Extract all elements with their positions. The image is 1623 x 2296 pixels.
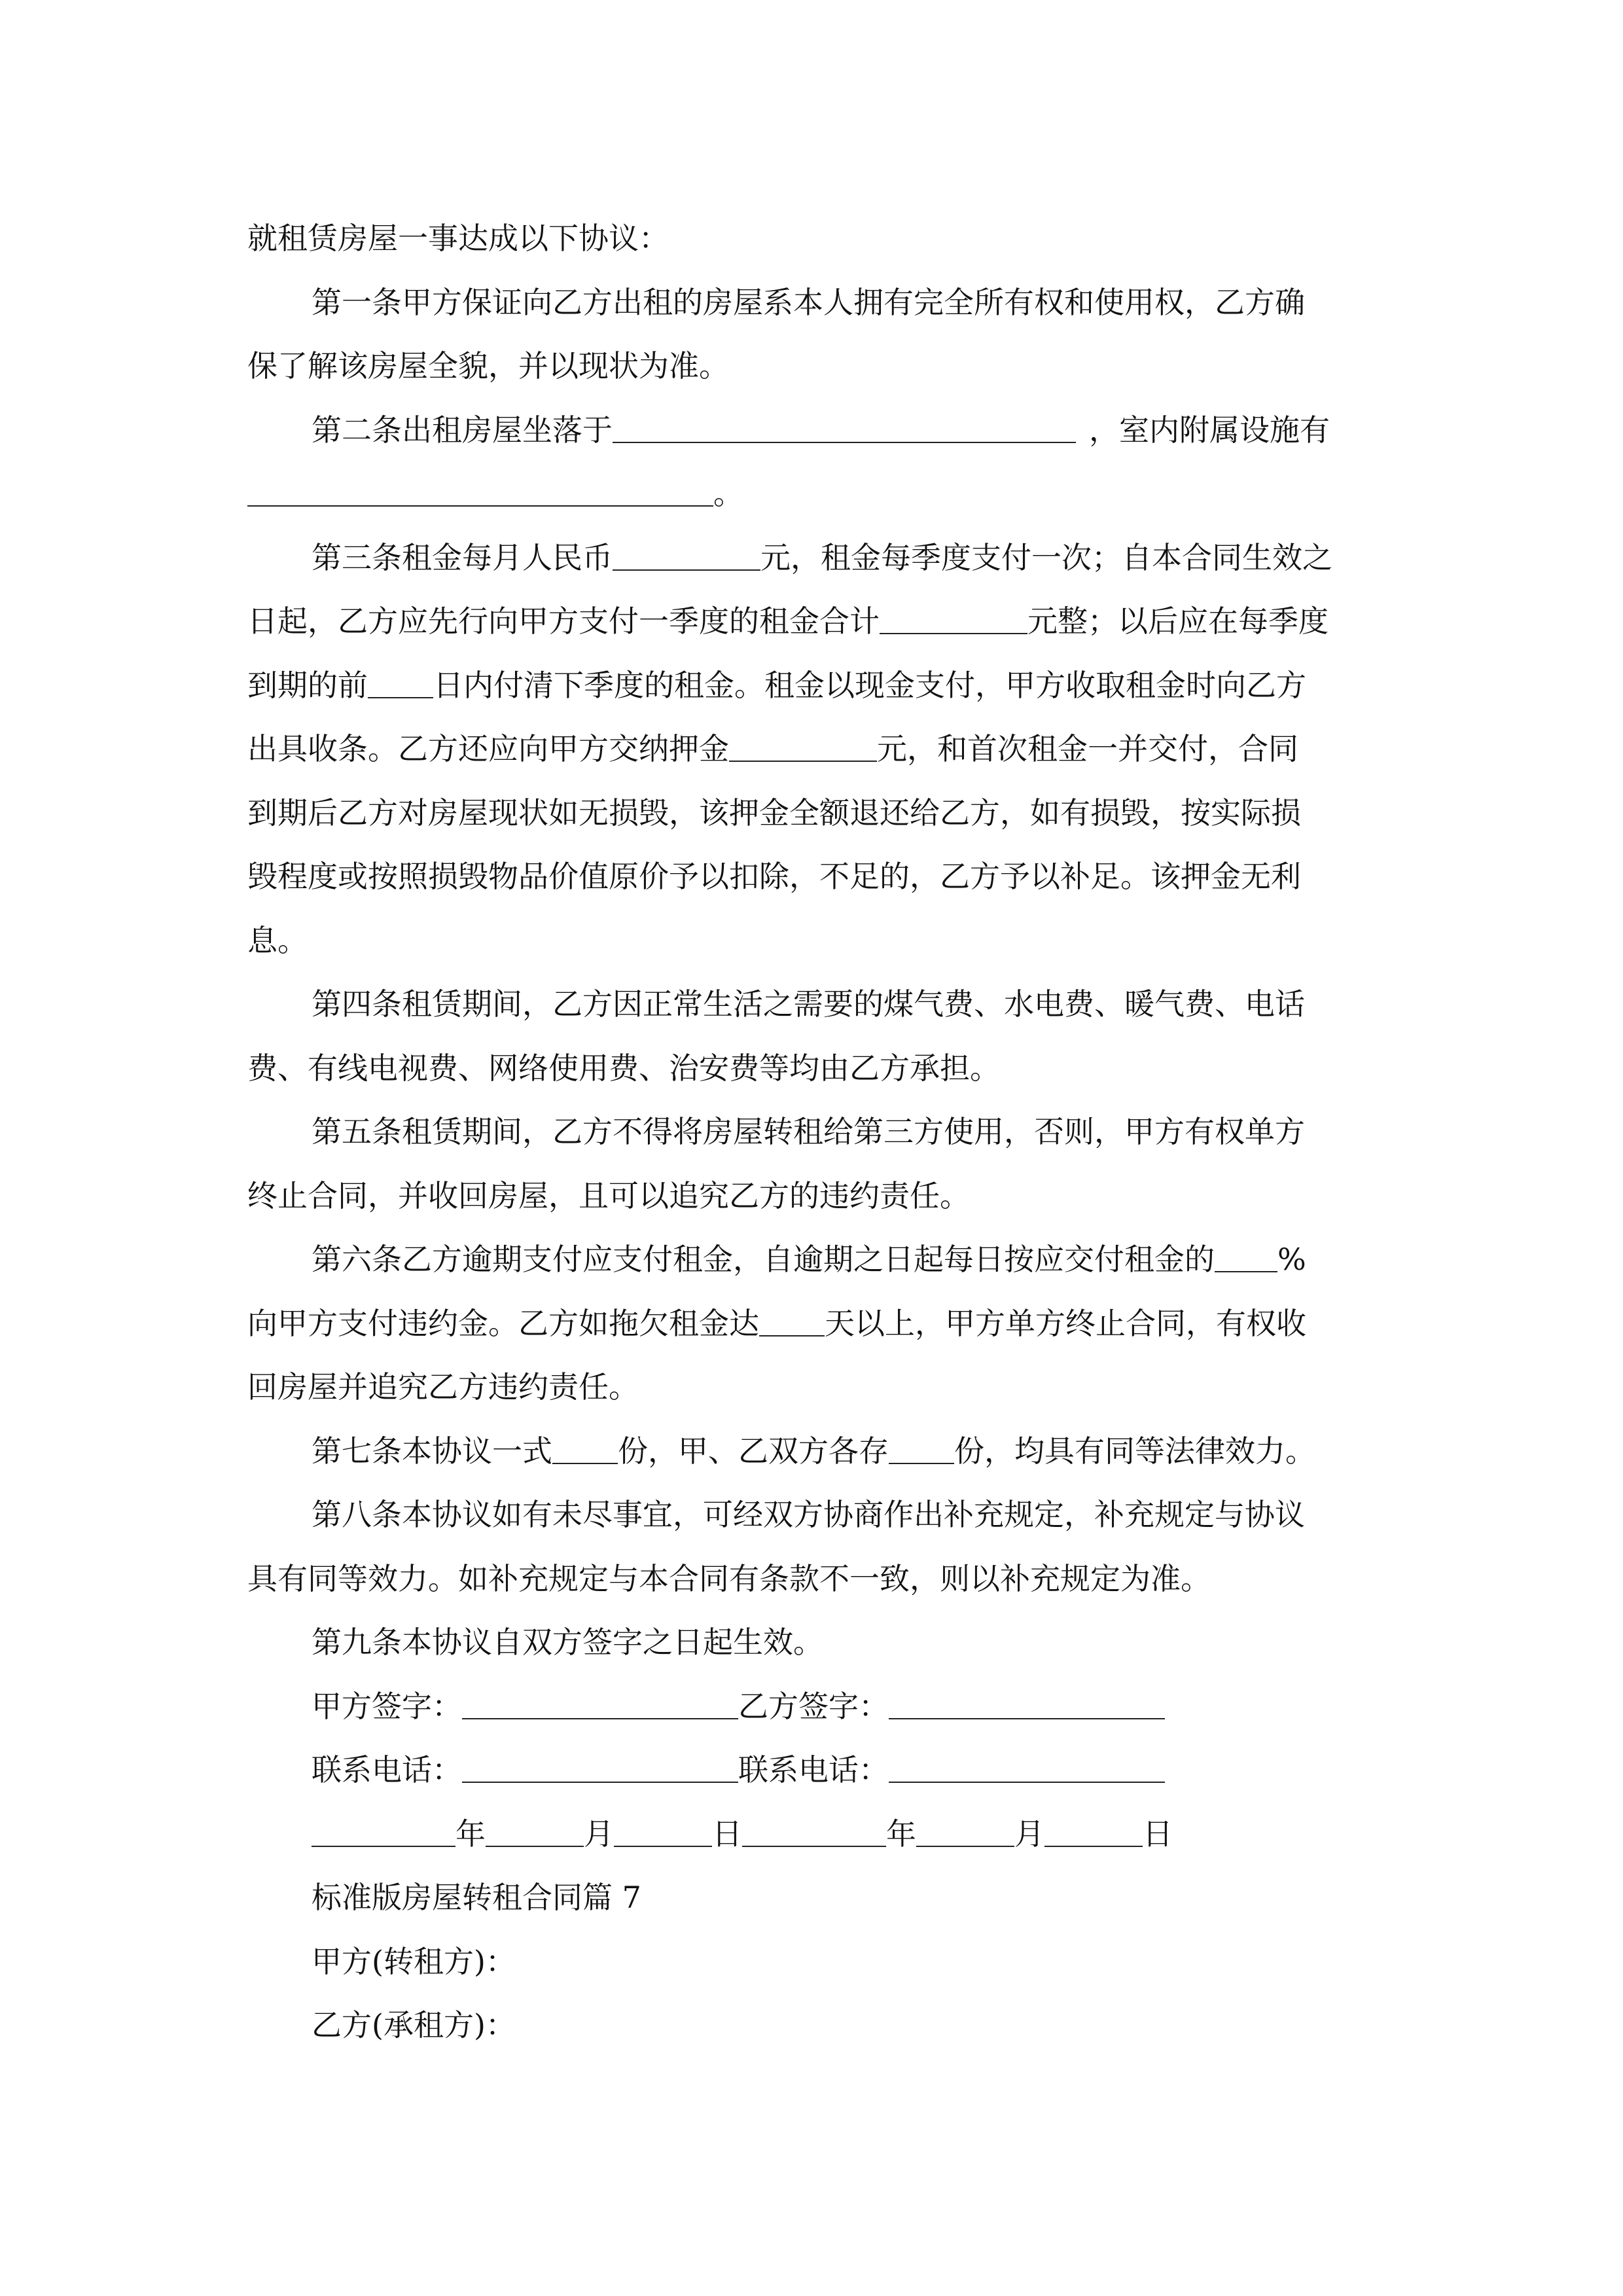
text-line xyxy=(247,590,1373,654)
clause-1-cont: 保了解该房屋全貌，并以现状为准。 xyxy=(247,348,729,384)
month-label: 月 xyxy=(1014,1816,1044,1852)
month-blank xyxy=(486,1816,584,1847)
text-line xyxy=(247,1355,1373,1420)
clause-2-cont: ，室内附属设施有 xyxy=(1089,412,1330,448)
text-line xyxy=(247,1100,1373,1164)
text-line xyxy=(247,1866,1373,1930)
party-b-phone-label: 联系电话： xyxy=(738,1752,889,1787)
clause-intro: 就租赁房屋一事达成以下协议： xyxy=(247,221,669,256)
monthly-rent-blank xyxy=(613,539,760,571)
year-label: 年 xyxy=(886,1816,916,1852)
overdue-days-blank xyxy=(759,1305,825,1336)
penalty-rate-blank xyxy=(1215,1241,1277,1272)
text-line xyxy=(247,973,1373,1037)
document-body xyxy=(247,207,1373,2058)
party-a-phone-blank xyxy=(462,1751,738,1783)
clause-2: 第二条出租房屋坐落于 xyxy=(312,412,613,448)
party-a-signature-label: 甲方签字： xyxy=(312,1688,462,1724)
party-b-phone-blank xyxy=(889,1751,1165,1783)
text-line xyxy=(247,1037,1373,1101)
year-label: 年 xyxy=(455,1816,486,1852)
clause-6-cont: 天以上，甲方单方终止合同，有权收 xyxy=(825,1305,1306,1341)
days-blank xyxy=(368,667,433,698)
year-blank xyxy=(742,1816,886,1847)
text-line xyxy=(247,399,1373,463)
section-heading: 标准版房屋转租合同篇 7 xyxy=(312,1880,641,1915)
clause-3-cont: 毁程度或按照损毁物品价值原价予以扣除，不足的，乙方予以补足。该押金无利 xyxy=(247,859,1301,894)
address-blank xyxy=(613,412,1076,443)
clause-4-cont: 费、有线电视费、网络使用费、治安费等均由乙方承担。 xyxy=(247,1050,1000,1086)
percent-sign: % xyxy=(1277,1242,1306,1277)
text-line xyxy=(247,1611,1373,1675)
signature-row xyxy=(247,1675,1373,1739)
clause-7: 第七条本协议一式 xyxy=(312,1433,552,1469)
party-b-label: 乙方(承租方)： xyxy=(312,2007,516,2043)
text-line xyxy=(247,1483,1373,1547)
clause-6: 第六条乙方逾期支付应支付租金，自逾期之日起每日按应交付租金的 xyxy=(312,1242,1215,1277)
party-a-label: 甲方(转租方)： xyxy=(312,1943,516,1979)
clause-4: 第四条租赁期间，乙方因正常生活之需要的煤气费、水电费、暖气费、电话 xyxy=(312,986,1305,1022)
text-line xyxy=(247,271,1373,335)
text-line xyxy=(247,1420,1373,1484)
clause-3-cont: 息。 xyxy=(247,922,308,958)
clause-3-cont: 元，租金每季度支付一次；自本合同生效之 xyxy=(760,539,1332,575)
period-mark: 。 xyxy=(713,476,743,511)
clause-3-cont: 日内付清下季度的租金。租金以现金支付，甲方收取租金时向乙方 xyxy=(433,667,1306,703)
month-blank xyxy=(916,1816,1014,1847)
text-line xyxy=(247,1994,1373,2058)
day-label: 日 xyxy=(712,1816,742,1852)
text-line xyxy=(247,1547,1373,1611)
clause-3-cont: 元，和首次租金一并交付，合同 xyxy=(877,731,1298,766)
text-line xyxy=(247,207,1373,271)
party-a-signature-blank xyxy=(462,1688,738,1719)
phone-row xyxy=(247,1738,1373,1803)
clause-6-cont: 向甲方支付违约金。乙方如拖欠租金达 xyxy=(247,1305,759,1341)
text-line xyxy=(247,1228,1373,1292)
text-line xyxy=(247,909,1373,973)
clause-5: 第五条租赁期间，乙方不得将房屋转租给第三方使用，否则，甲方有权单方 xyxy=(312,1114,1305,1149)
clause-3-cont: 到期后乙方对房屋现状如无损毁，该押金全额退还给乙方，如有损毁，按实际损 xyxy=(247,795,1301,831)
deposit-blank xyxy=(729,730,877,762)
date-row xyxy=(247,1803,1373,1867)
clause-6-cont: 回房屋并追究乙方违约责任。 xyxy=(247,1369,639,1405)
party-b-signature-label: 乙方签字： xyxy=(738,1688,889,1724)
clause-9: 第九条本协议自双方签字之日起生效。 xyxy=(312,1624,823,1660)
clause-1: 第一条甲方保证向乙方出租的房屋系本人拥有完全所有权和使用权，乙方确 xyxy=(312,284,1305,320)
text-line xyxy=(247,526,1373,590)
text-line xyxy=(247,845,1373,909)
clause-3-cont: 到期的前 xyxy=(247,667,368,703)
clause-8-cont: 具有同等效力。如补充规定与本合同有条款不一致，则以补充规定为准。 xyxy=(247,1560,1211,1596)
day-label: 日 xyxy=(1143,1816,1173,1852)
clause-3-cont: 日起，乙方应先行向甲方支付一季度的租金合计 xyxy=(247,603,880,639)
clause-7-cont: 份，均具有同等法律效力。 xyxy=(954,1433,1315,1469)
quarter-rent-blank xyxy=(880,603,1027,634)
clause-8: 第八条本协议如有未尽事宜，可经双方协商作出补充规定，补充规定与协议 xyxy=(312,1497,1305,1532)
text-line xyxy=(247,334,1373,399)
party-b-signature-blank xyxy=(889,1688,1165,1719)
facilities-blank xyxy=(247,475,713,507)
text-line xyxy=(247,1164,1373,1229)
copies-each-blank xyxy=(889,1433,954,1464)
clause-7-cont: 份，甲、乙双方各存 xyxy=(618,1433,889,1469)
text-line xyxy=(247,781,1373,846)
clause-5-cont: 终止合同，并收回房屋，且可以追究乙方的违约责任。 xyxy=(247,1177,970,1213)
text-line xyxy=(247,654,1373,718)
year-blank xyxy=(312,1816,455,1847)
clause-3-cont: 元整；以后应在每季度 xyxy=(1027,603,1329,639)
party-a-phone-label: 联系电话： xyxy=(312,1752,462,1787)
clause-3-cont: 出具收条。乙方还应向甲方交纳押金 xyxy=(247,731,729,766)
text-line xyxy=(247,1930,1373,1994)
text-line xyxy=(247,1292,1373,1356)
day-blank xyxy=(614,1816,712,1847)
month-label: 月 xyxy=(584,1816,614,1852)
day-blank xyxy=(1044,1816,1143,1847)
clause-3: 第三条租金每月人民币 xyxy=(312,539,613,575)
text-line xyxy=(247,462,1373,526)
copies-blank xyxy=(552,1433,618,1464)
text-line xyxy=(247,717,1373,781)
